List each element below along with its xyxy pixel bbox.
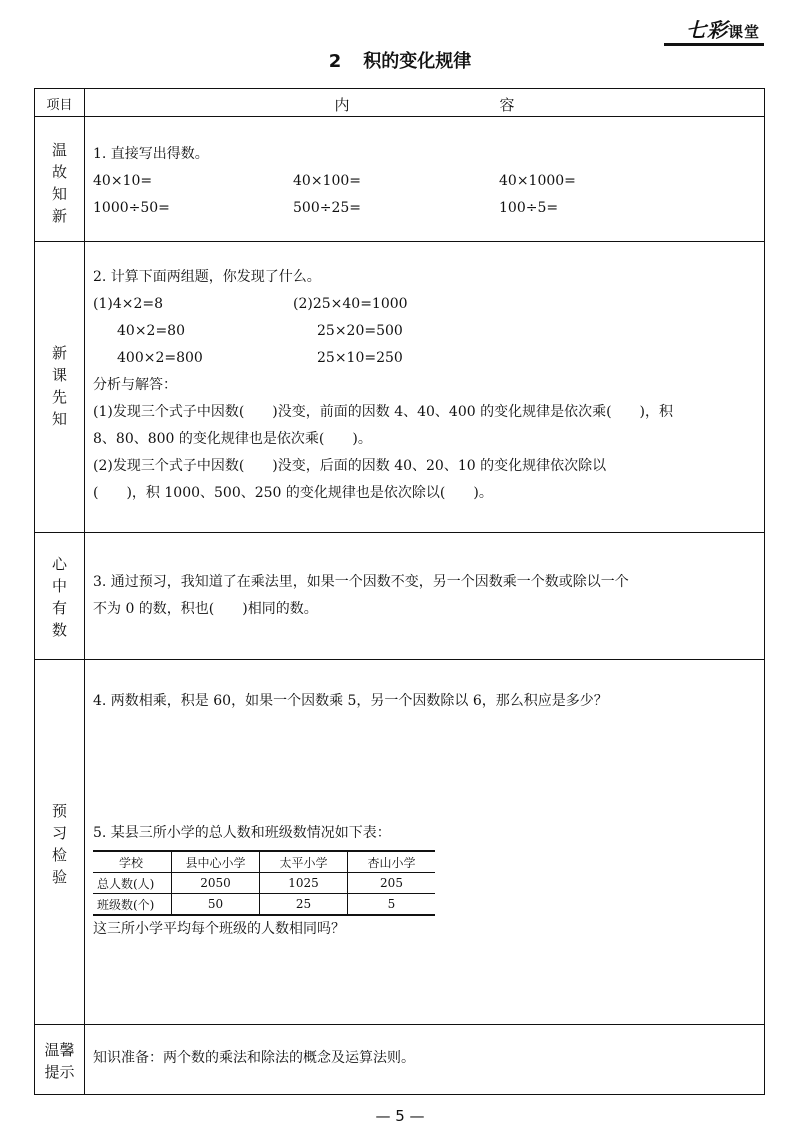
header-row [35, 89, 764, 117]
section-check [35, 660, 764, 1025]
school-data-table [93, 850, 435, 916]
q2-analysis-title: 分析与解答： [93, 377, 177, 393]
table-cell: 205 [348, 873, 436, 894]
q4-text: 4. 两数相乘，积是 60，如果一个因数乘 5，另一个因数除以 6，那么积应是多少？ [93, 693, 608, 709]
table-header-row [93, 851, 435, 873]
q2-answer-2-line-2: ( )，积 1000、500、250 的变化规律也是依次除以( )。 [93, 485, 493, 501]
q1-item: 1000÷50= [93, 200, 170, 216]
brand-sub: 课堂 [727, 23, 760, 41]
page-title [0, 47, 800, 73]
table-cell: 50 [172, 894, 260, 916]
q1-prompt: 1. 直接写出得数。 [93, 146, 209, 162]
q2-item: (2)25×40=1000 [293, 296, 408, 312]
table-cell: 2050 [172, 873, 260, 894]
table-header-cell: 杏山小学 [348, 851, 436, 873]
q2-row [93, 345, 754, 372]
question-3 [93, 569, 754, 623]
table-cell: 25 [260, 894, 348, 916]
q1-item: 100÷5= [499, 200, 559, 216]
section-label [35, 1039, 84, 1083]
section-review [35, 117, 764, 242]
table-header-cell: 县中心小学 [172, 851, 260, 873]
table-row [93, 873, 435, 894]
table-cell: 总人数(人) [97, 876, 155, 891]
q1-item: 40×100= [293, 173, 361, 189]
table-cell: 1025 [260, 873, 348, 894]
tip-text: 知识准备：两个数的乘法和除法的概念及运算法则。 [93, 1050, 415, 1066]
brand-name: 七彩 [685, 18, 728, 42]
table-header-cell: 太平小学 [260, 851, 348, 873]
brand-logo [686, 14, 760, 43]
q2-row [93, 318, 754, 345]
header-item-label: 项目 [46, 98, 73, 113]
table-cell: 班级数(个) [93, 894, 172, 916]
worksheet-table [34, 88, 765, 1095]
question-4 [93, 688, 754, 715]
q5-question [93, 916, 754, 943]
lesson-number: 2 [328, 51, 342, 72]
q3-line-1: 3. 通过预习，我知道了在乘法里，如果一个因数不变，另一个因数乘一个数或除以一个 [93, 574, 629, 590]
table-cell: 5 [348, 894, 436, 916]
section-preview [35, 242, 764, 533]
table-header-cell: 学校 [93, 851, 172, 873]
section-label [35, 800, 84, 888]
section-label-text: 温馨提示 [44, 1041, 75, 1081]
lesson-title: 积的变化规律 [363, 51, 472, 72]
q1-item: 40×10= [93, 173, 153, 189]
section-label [35, 342, 84, 430]
section-label-text: 温故知新 [51, 141, 67, 225]
q2-item: 25×20=500 [317, 323, 403, 339]
tip [93, 1045, 754, 1072]
section-label-text: 新课先知 [51, 344, 67, 428]
q2-row [93, 291, 754, 318]
q1-item: 40×1000= [499, 173, 576, 189]
question-1 [93, 141, 754, 222]
question-2 [93, 264, 754, 507]
q2-answer-2-line-1: (2)发现三个式子中因数( )没变，后面的因数 40、20、10 的变化规律依次除以 [93, 458, 607, 474]
section-label-text: 心中有数 [51, 555, 67, 639]
q5-question-text: 这三所小学平均每个班级的人数相同吗？ [93, 921, 345, 937]
question-5 [93, 820, 754, 847]
q5-text: 5. 某县三所小学的总人数和班级数情况如下表： [93, 825, 391, 841]
section-summary [35, 533, 764, 660]
page-number: — 5 — [375, 1107, 425, 1125]
q2-item: 25×10=250 [317, 350, 403, 366]
q2-item: 400×2=800 [117, 350, 203, 366]
q3-line-2: 不为 0 的数，积也( )相同的数。 [93, 601, 318, 617]
section-tip [35, 1025, 764, 1096]
q2-answer-1-line-1: (1)发现三个式子中因数( )没变，前面的因数 4、40、400 的变化规律是依次乘( )，积 [93, 404, 674, 420]
q1-row-1 [93, 168, 754, 195]
section-label-text: 预习检验 [51, 802, 67, 886]
q2-answer-1-line-2: 8、80、800 的变化规律也是依次乘( )。 [93, 431, 372, 447]
q1-item: 500÷25= [293, 200, 361, 216]
q2-item: (1)4×2=8 [93, 296, 164, 312]
section-label [35, 139, 84, 227]
table-row [93, 894, 435, 916]
q2-item: 40×2=80 [117, 323, 185, 339]
section-label [35, 553, 84, 641]
header-content-label: 内 容 [334, 96, 555, 114]
q1-row-2 [93, 195, 754, 222]
brand-underline [664, 43, 764, 46]
q2-prompt: 2. 计算下面两组题，你发现了什么。 [93, 269, 321, 285]
